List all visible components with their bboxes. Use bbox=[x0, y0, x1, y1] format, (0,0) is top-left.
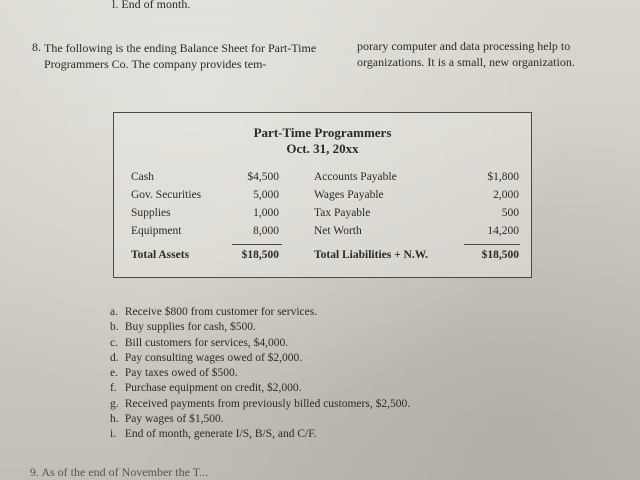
liability-label: Tax Payable bbox=[314, 207, 371, 219]
problem-intro-right: porary computer and data processing help to organizations. It is a small, new organization. bbox=[357, 39, 575, 69]
list-item bbox=[110, 412, 410, 427]
liability-value: 14,200 bbox=[487, 225, 519, 237]
item-text: Bill customers for services, $4,000. bbox=[124, 336, 289, 349]
problem-intro-left: The following is the ending Balance Sheet for Part-Time Programmers Co. The company provides tem- bbox=[44, 41, 317, 71]
asset-label: Gov. Securities bbox=[131, 189, 202, 201]
list-item bbox=[110, 381, 410, 396]
list-item bbox=[110, 305, 410, 320]
list-item bbox=[110, 320, 410, 335]
next-problem-text: 9. As of the end of November the T... bbox=[30, 465, 209, 479]
total-liabilities-value: $18,500 bbox=[481, 249, 519, 261]
item-text: Pay taxes owed of $500. bbox=[124, 367, 238, 380]
list-item bbox=[110, 366, 410, 381]
asset-value: $4,500 bbox=[247, 171, 279, 183]
asset-label: Equipment bbox=[131, 225, 182, 237]
assets-total-rule bbox=[232, 244, 282, 245]
total-liabilities-label: Total Liabilities + N.W. bbox=[314, 249, 429, 261]
item-letter: i. bbox=[110, 428, 117, 441]
item-text: Receive $800 from customer for services. bbox=[124, 306, 318, 318]
liabilities-total-rule bbox=[464, 244, 520, 245]
asset-value: 5,000 bbox=[253, 189, 279, 201]
liability-label: Accounts Payable bbox=[314, 171, 397, 183]
item-letter: e. bbox=[110, 367, 118, 380]
list-item bbox=[110, 336, 410, 351]
item-text: Purchase equipment on credit, $2,000. bbox=[124, 382, 302, 395]
list-item bbox=[110, 351, 410, 366]
list-item bbox=[110, 427, 410, 442]
asset-value: 8,000 bbox=[253, 225, 279, 237]
problem-number: 8. bbox=[32, 40, 41, 54]
item-letter: d. bbox=[110, 351, 119, 364]
total-assets-value: $18,500 bbox=[241, 249, 279, 261]
balance-sheet-title bbox=[114, 125, 531, 157]
company-name: Part-Time Programmers bbox=[253, 125, 392, 140]
item-letter: h. bbox=[110, 413, 119, 426]
balance-sheet-box bbox=[113, 112, 532, 278]
item-text: Pay wages of $1,500. bbox=[124, 413, 224, 426]
item-letter: g. bbox=[110, 397, 119, 410]
liability-label: Wages Payable bbox=[314, 189, 384, 201]
item-letter: b. bbox=[110, 321, 119, 334]
liability-value: $1,800 bbox=[487, 171, 519, 183]
asset-label: Cash bbox=[131, 171, 154, 183]
liability-value: 2,000 bbox=[493, 189, 519, 201]
item-letter: f. bbox=[110, 382, 117, 395]
transaction-list bbox=[110, 305, 410, 443]
item-text: End of month, generate I/S, B/S, and C/F. bbox=[124, 428, 317, 441]
item-letter: a. bbox=[110, 306, 118, 318]
list-item bbox=[110, 397, 410, 412]
item-letter: c. bbox=[110, 336, 118, 349]
item-text: Pay consulting wages owed of $2,000. bbox=[124, 351, 303, 364]
item-text: Received payments from previously billed customers, $2,500. bbox=[124, 397, 411, 410]
previous-item-text: l. End of month. bbox=[112, 0, 191, 11]
liability-label: Net Worth bbox=[314, 225, 362, 237]
item-text: Buy supplies for cash, $500. bbox=[124, 321, 256, 334]
asset-value: 1,000 bbox=[253, 207, 279, 219]
total-assets-label: Total Assets bbox=[131, 249, 190, 261]
liability-value: 500 bbox=[501, 207, 519, 219]
sheet-date: Oct. 31, 20xx bbox=[286, 141, 359, 156]
asset-label: Supplies bbox=[131, 207, 171, 219]
